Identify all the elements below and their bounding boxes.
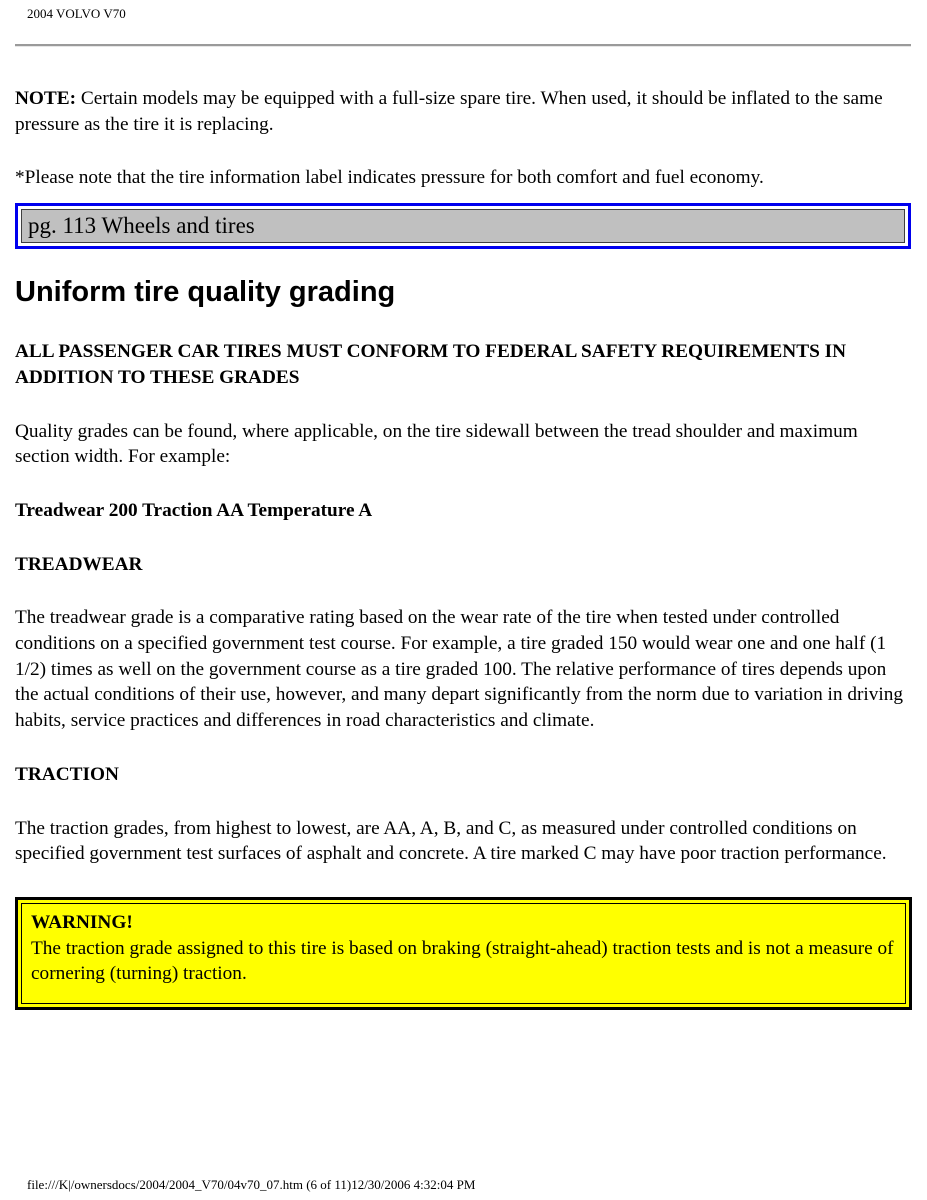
traction-heading: TRACTION xyxy=(15,763,119,785)
page-content xyxy=(15,86,912,1010)
note-text: Certain models may be equipped with a full-size spare tire. When used, it should be inflated to the same pressure as the tire it is replacing. xyxy=(15,88,883,135)
warning-title: WARNING! xyxy=(31,911,133,933)
requirement-heading: ALL PASSENGER CAR TIRES MUST CONFORM TO FEDERAL SAFETY REQUIREMENTS IN ADDITION TO THESE GRADES xyxy=(15,341,847,388)
warning-box-inner xyxy=(21,903,906,1004)
header-divider xyxy=(15,44,911,47)
note-label: NOTE: xyxy=(15,88,77,109)
section-title: Uniform tire quality grading xyxy=(15,276,396,309)
document-footer-path: file:///K|/ownersdocs/2004/2004_V70/04v70_07.htm (6 of 11)12/30/2006 4:32:04 PM xyxy=(27,1177,476,1192)
page-reference-link[interactable] xyxy=(15,203,911,249)
warning-text: The traction grade assigned to this tire is based on braking (straight-ahead) traction tests and is not a measure of cornering (turning) traction. xyxy=(31,937,894,985)
warning-box xyxy=(15,897,912,1010)
document-header-title: 2004 VOLVO V70 xyxy=(27,6,126,21)
treadwear-paragraph: The treadwear grade is a comparative rating based on the wear rate of the tire when tested under controlled conditions on a specified government test course. For example, a tire graded 150 would wear one and one half (1 1/2) times as well on the government course as a tire graded 100. The relative performance of tires depends upon the actual conditions of their use, however, and many depart significantly from the norm due to variation in driving habits, service practices and differences in road characteristics and climate. xyxy=(15,607,904,732)
footnote-paragraph: *Please note that the tire information label indicates pressure for both comfort and fuel economy. xyxy=(15,167,764,189)
intro-paragraph: Quality grades can be found, where applicable, on the tire sidewall between the tread shoulder and maximum section width. For example: xyxy=(15,420,858,468)
traction-paragraph: The traction grades, from highest to lowest, are AA, A, B, and C, as measured under controlled conditions on specified government test surfaces of asphalt and concrete. A tire marked C may have poor traction performance. xyxy=(15,817,887,865)
treadwear-heading: TREADWEAR xyxy=(15,553,143,575)
page-reference-label[interactable]: pg. 113 Wheels and tires xyxy=(21,209,905,243)
note-paragraph xyxy=(15,86,912,137)
grade-example: Treadwear 200 Traction AA Temperature A xyxy=(15,499,373,521)
